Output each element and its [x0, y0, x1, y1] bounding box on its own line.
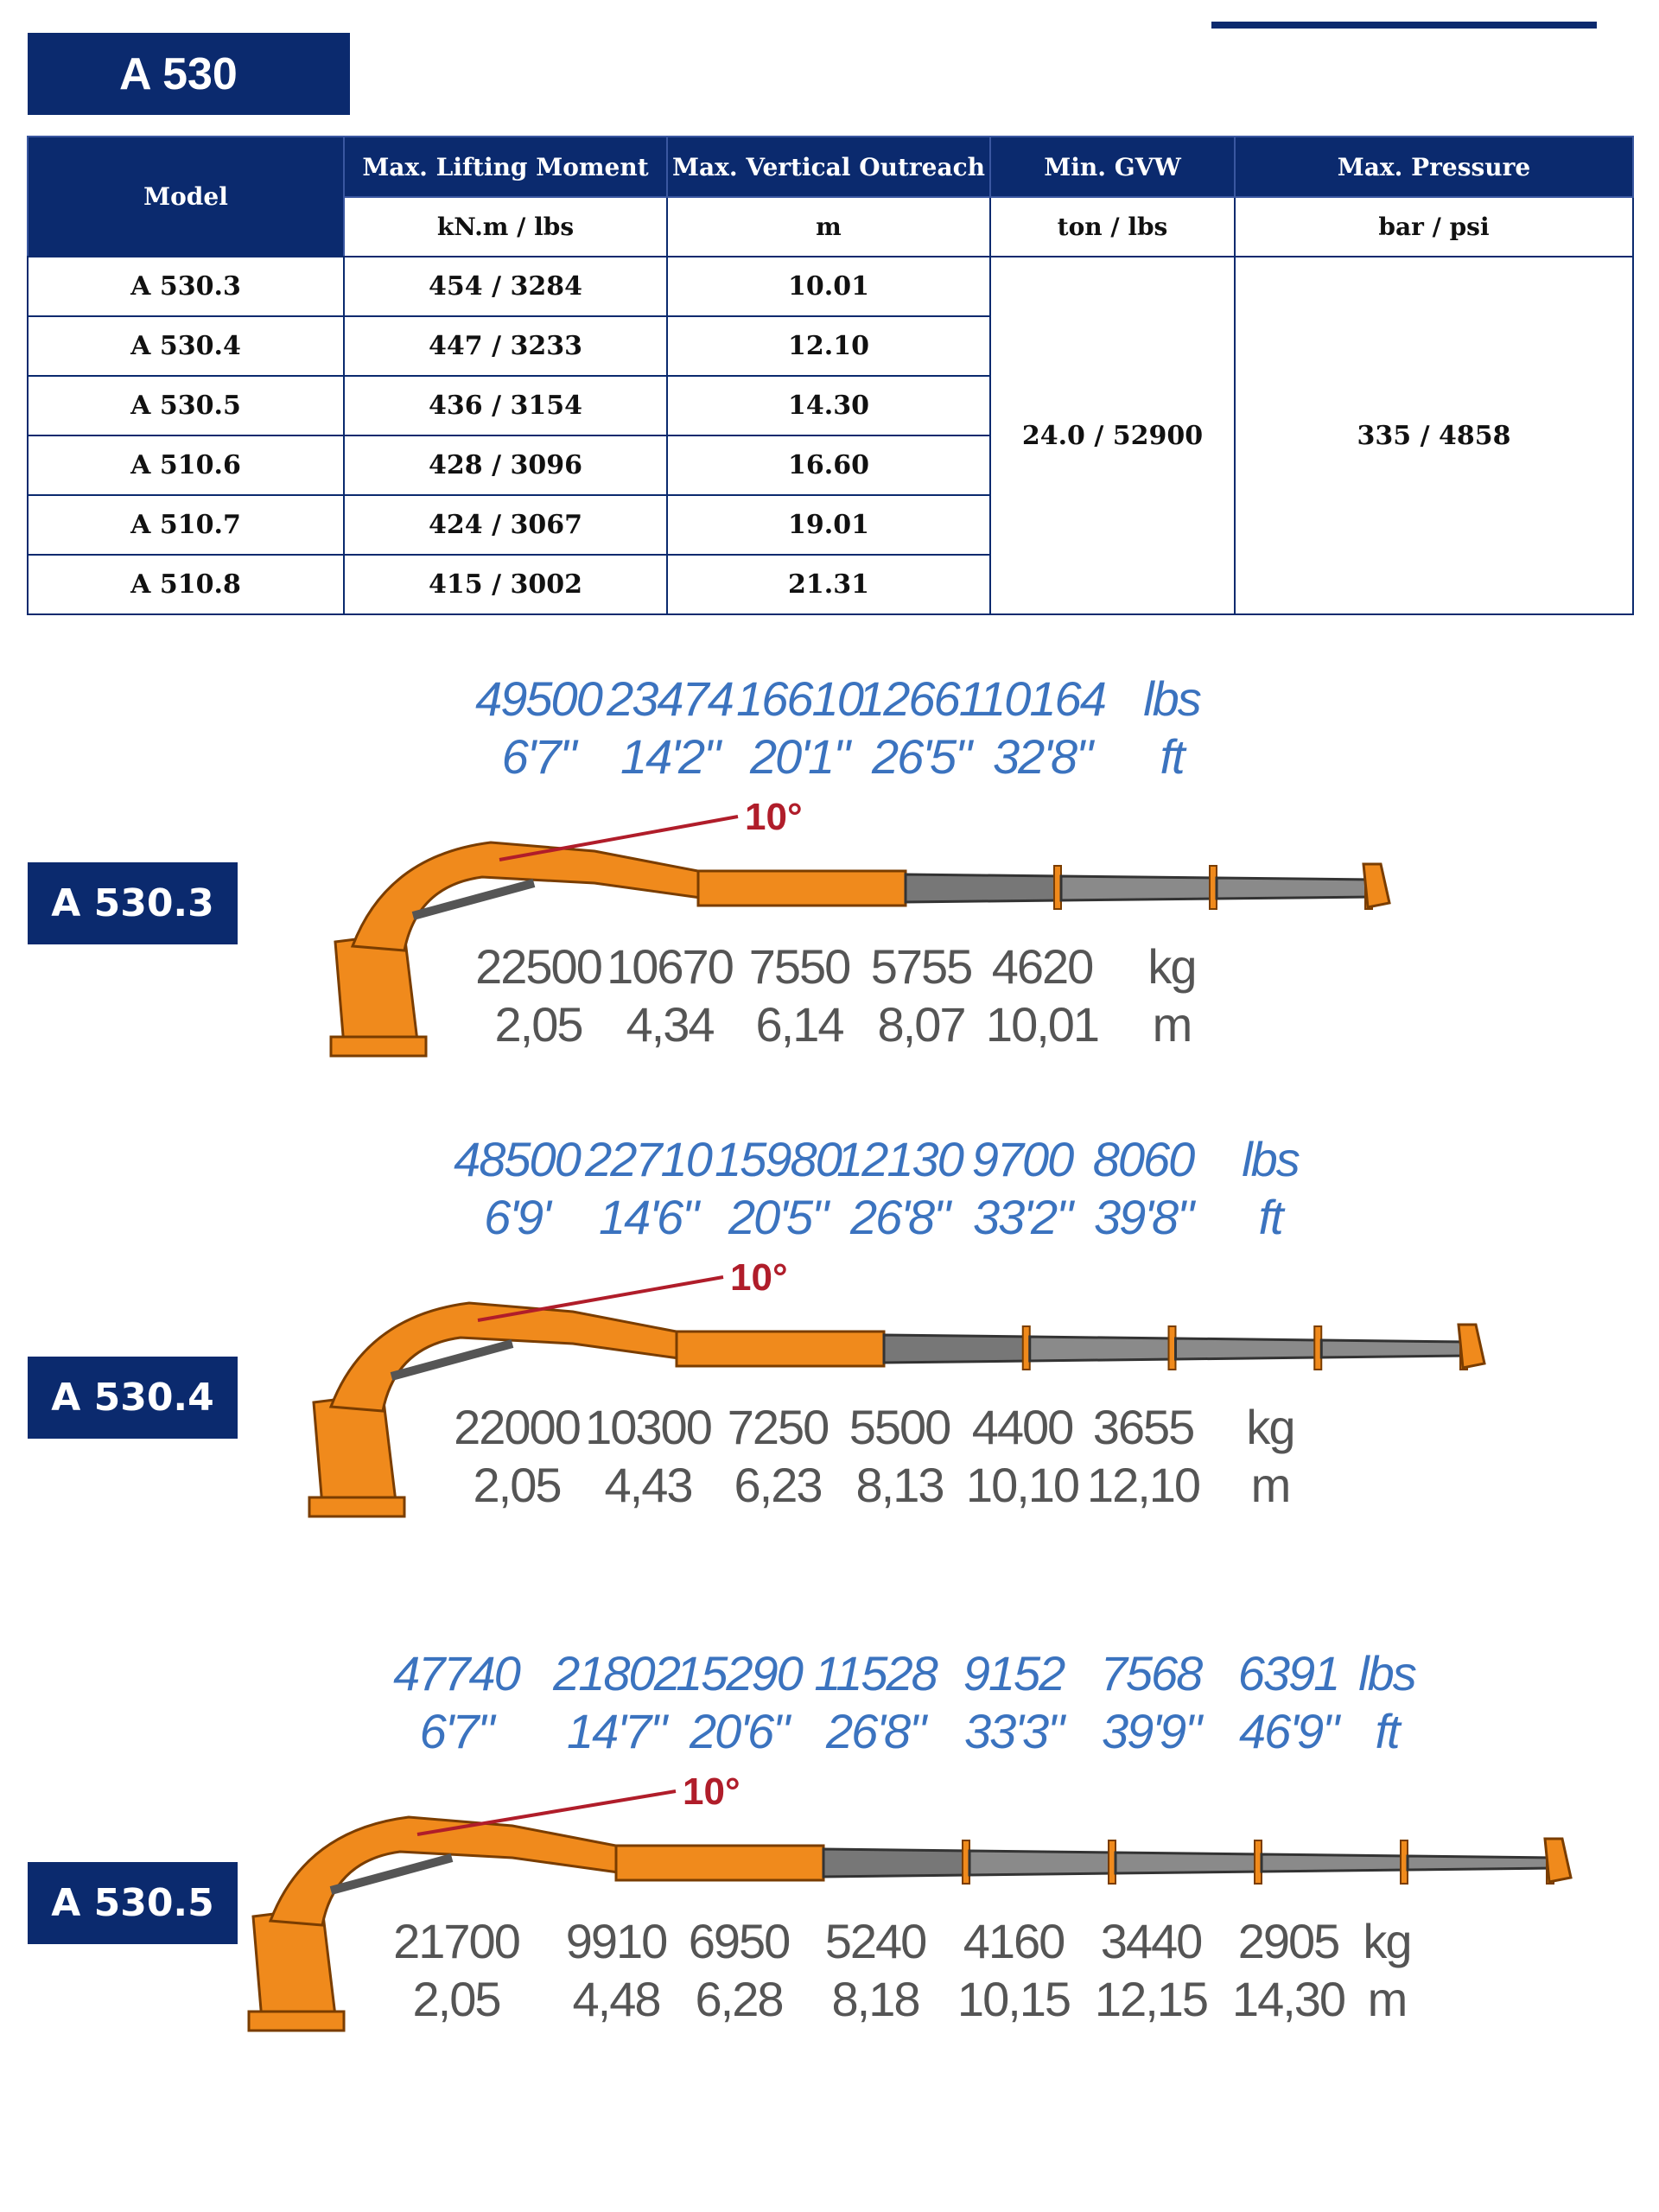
kg-value: 4400: [971, 1400, 1073, 1454]
boom-extension: [1321, 1340, 1467, 1357]
m-value: 8,18: [831, 1972, 919, 2026]
ft-value: 39'9": [1101, 1704, 1201, 1758]
m-value: 10,15: [957, 1972, 1071, 2026]
kg-row: [475, 939, 1195, 994]
boom-extension: [1262, 1854, 1408, 1872]
crane-diagram-a530-5: [0, 1631, 1659, 2115]
kg-value: 2905: [1237, 1914, 1339, 1968]
m-value: 4,48: [572, 1972, 660, 2026]
row-moment: 454 / 3284: [344, 257, 667, 316]
table-header-row: [28, 137, 1633, 197]
lbs-value: 6391: [1237, 1646, 1339, 1700]
angle-label: 10°: [683, 1770, 741, 1813]
ft-value: 14'7": [566, 1704, 666, 1758]
crane-illustration: [331, 817, 1389, 1056]
kg-value: 4620: [991, 939, 1093, 994]
angle-line: [417, 1791, 676, 1834]
lbs-value: 9152: [963, 1646, 1065, 1700]
m-value: 6,23: [734, 1458, 822, 1512]
kg-value: 22000: [454, 1400, 580, 1454]
ft-unit-label: ft: [1160, 729, 1184, 784]
row-model: A 530.3: [28, 257, 344, 316]
ft-value: 32'8": [992, 729, 1092, 784]
m-value: 6,14: [755, 997, 843, 1052]
row-moment: 424 / 3067: [344, 495, 667, 555]
angle-label: 10°: [745, 796, 803, 838]
lbs-value: 15980: [715, 1132, 841, 1186]
lbs-row: [454, 1132, 1300, 1186]
lbs-value: 10164: [979, 671, 1105, 726]
ft-value: 26'8": [849, 1190, 950, 1244]
m-value: 6,28: [695, 1972, 783, 2026]
kg-unit-label: kg: [1147, 939, 1196, 994]
row-outreach: 12.10: [667, 316, 990, 376]
m-row: [495, 997, 1192, 1052]
crane-outer-boom: [698, 871, 906, 906]
page-title: A 530: [28, 33, 350, 115]
ft-value: 33'2": [972, 1190, 1072, 1244]
crane-diagram-a530-4: [0, 1117, 1659, 1567]
ft-value: 6'7": [419, 1704, 493, 1758]
col-header-outreach: Max. Vertical Outreach: [667, 137, 990, 197]
model-header: Model: [28, 137, 344, 257]
m-value: 14,30: [1231, 1972, 1345, 2026]
ft-row: [484, 1190, 1286, 1244]
m-row: [474, 1458, 1290, 1512]
ft-value: 33'3": [963, 1704, 1064, 1758]
lbs-value: 9700: [971, 1132, 1073, 1186]
m-unit-label: m: [1367, 1972, 1407, 2026]
boom-extension: [1408, 1856, 1554, 1870]
boom-extension: [884, 1335, 1030, 1363]
kg-unit-label: kg: [1363, 1914, 1411, 1968]
m-value: 4,43: [604, 1458, 692, 1512]
crane-base: [309, 1497, 404, 1516]
boom-extension: [969, 1851, 1116, 1875]
table-row: [28, 257, 1633, 316]
row-moment: 428 / 3096: [344, 435, 667, 495]
kg-value: 7250: [727, 1400, 829, 1454]
boom-extension: [1116, 1853, 1262, 1873]
boom-tip: [1363, 864, 1389, 907]
m-row: [413, 1972, 1407, 2026]
ft-value: 26'8": [825, 1704, 925, 1758]
lbs-row: [393, 1646, 1416, 1700]
lbs-value: 11528: [814, 1646, 937, 1700]
ft-value: 46'9": [1238, 1704, 1338, 1758]
kg-value: 22500: [475, 939, 601, 994]
ft-value: 26'5": [871, 729, 971, 784]
lbs-value: 48500: [454, 1132, 580, 1186]
angle-line: [499, 817, 738, 860]
lbs-value: 12661: [858, 671, 984, 726]
model-badge-a530-3: A 530.3: [28, 862, 238, 944]
lbs-value: 12130: [836, 1132, 963, 1186]
unit-pressure: bar / psi: [1235, 197, 1633, 257]
ft-row: [420, 1704, 1402, 1758]
lbs-value: 8060: [1092, 1132, 1194, 1186]
col-header-gvw: Min. GVW: [990, 137, 1235, 197]
ft-value: 14'2": [620, 729, 720, 784]
boom-tip: [1545, 1839, 1571, 1882]
ft-value: 39'8": [1093, 1190, 1193, 1244]
lbs-unit-label: lbs: [1242, 1132, 1299, 1186]
lbs-value: 15290: [676, 1646, 802, 1700]
row-outreach: 21.31: [667, 555, 990, 614]
row-moment: 415 / 3002: [344, 555, 667, 614]
unit-gvw: ton / lbs: [990, 197, 1235, 257]
unit-outreach: m: [667, 197, 990, 257]
m-value: 8,07: [877, 997, 965, 1052]
model-badge-a530-5: A 530.5: [28, 1862, 238, 1944]
kg-value: 4160: [963, 1914, 1065, 1968]
pressure-value: 335 / 4858: [1235, 257, 1633, 614]
row-model: A 530.5: [28, 376, 344, 435]
angle-label: 10°: [730, 1256, 788, 1299]
ft-unit-label: ft: [1258, 1190, 1282, 1244]
lbs-value: 49500: [475, 671, 601, 726]
ft-value: 20'1": [749, 729, 849, 784]
lbs-unit-label: lbs: [1143, 671, 1200, 726]
row-model: A 510.7: [28, 495, 344, 555]
gvw-value: 24.0 / 52900: [990, 257, 1235, 614]
kg-value: 3655: [1092, 1400, 1194, 1454]
kg-row: [393, 1914, 1410, 1968]
kg-value: 9910: [565, 1914, 667, 1968]
kg-unit-label: kg: [1246, 1400, 1294, 1454]
crane-base: [331, 1037, 426, 1056]
crane-outer-boom: [677, 1332, 884, 1366]
boom-extension: [1030, 1337, 1176, 1361]
boom-extension: [823, 1849, 969, 1877]
lbs-value: 16610: [736, 671, 862, 726]
ft-value: 20'6": [689, 1704, 789, 1758]
kg-value: 6950: [688, 1914, 790, 1968]
kg-value: 3440: [1100, 1914, 1202, 1968]
ft-value: 6'7": [501, 729, 575, 784]
row-model: A 510.6: [28, 435, 344, 495]
angle-line: [478, 1277, 723, 1320]
row-moment: 447 / 3233: [344, 316, 667, 376]
m-value: 2,05: [494, 997, 582, 1052]
kg-value: 5240: [824, 1914, 926, 1968]
col-header-moment: Max. Lifting Moment: [344, 137, 667, 197]
m-value: 10,01: [985, 997, 1099, 1052]
col-header-pressure: Max. Pressure: [1235, 137, 1633, 197]
row-outreach: 14.30: [667, 376, 990, 435]
kg-value: 5755: [870, 939, 972, 994]
lbs-unit-label: lbs: [1358, 1646, 1415, 1700]
crane-diagram-a530-3: [0, 657, 1659, 1106]
m-value: 8,13: [855, 1458, 944, 1512]
m-value: 4,34: [626, 997, 714, 1052]
specs-table: [27, 136, 1634, 615]
kg-value: 7550: [748, 939, 850, 994]
m-value: 2,05: [473, 1458, 561, 1512]
crane-outer-boom: [616, 1846, 823, 1880]
boom-extension: [1061, 876, 1217, 900]
lbs-value: 47740: [393, 1646, 519, 1700]
boom-extension: [1176, 1338, 1322, 1359]
kg-row: [454, 1400, 1294, 1454]
boom-extension: [1217, 878, 1372, 899]
m-value: 10,10: [965, 1458, 1079, 1512]
row-moment: 436 / 3154: [344, 376, 667, 435]
crane-inner-boom: [353, 842, 707, 950]
row-outreach: 19.01: [667, 495, 990, 555]
lbs-value: 7568: [1100, 1646, 1202, 1700]
lbs-value: 22710: [585, 1132, 711, 1186]
row-model: A 530.4: [28, 316, 344, 376]
lbs-value: 21802: [553, 1646, 679, 1700]
top-accent-line: [1211, 22, 1597, 29]
crane-base: [249, 2012, 344, 2031]
m-value: 12,10: [1086, 1458, 1200, 1512]
lbs-value: 23474: [607, 671, 733, 726]
m-value: 12,15: [1094, 1972, 1208, 2026]
ft-row: [502, 729, 1187, 784]
row-model: A 510.8: [28, 555, 344, 614]
kg-value: 21700: [393, 1914, 519, 1968]
ft-value: 20'5": [728, 1190, 828, 1244]
kg-value: 10300: [585, 1400, 711, 1454]
kg-value: 10670: [607, 939, 733, 994]
ft-unit-label: ft: [1375, 1704, 1399, 1758]
lbs-row: [475, 671, 1201, 726]
row-outreach: 10.01: [667, 257, 990, 316]
boom-tip: [1459, 1325, 1484, 1368]
kg-value: 5500: [849, 1400, 950, 1454]
boom-extension: [906, 874, 1061, 902]
m-unit-label: m: [1152, 997, 1192, 1052]
crane-inner-boom: [270, 1817, 625, 1925]
unit-moment: kN.m / lbs: [344, 197, 667, 257]
ft-value: 14'6": [598, 1190, 698, 1244]
ft-value: 6'9': [484, 1190, 550, 1244]
m-value: 2,05: [412, 1972, 500, 2026]
model-badge-a530-4: A 530.4: [28, 1357, 238, 1439]
row-outreach: 16.60: [667, 435, 990, 495]
m-unit-label: m: [1250, 1458, 1290, 1512]
crane-inner-boom: [331, 1303, 685, 1411]
